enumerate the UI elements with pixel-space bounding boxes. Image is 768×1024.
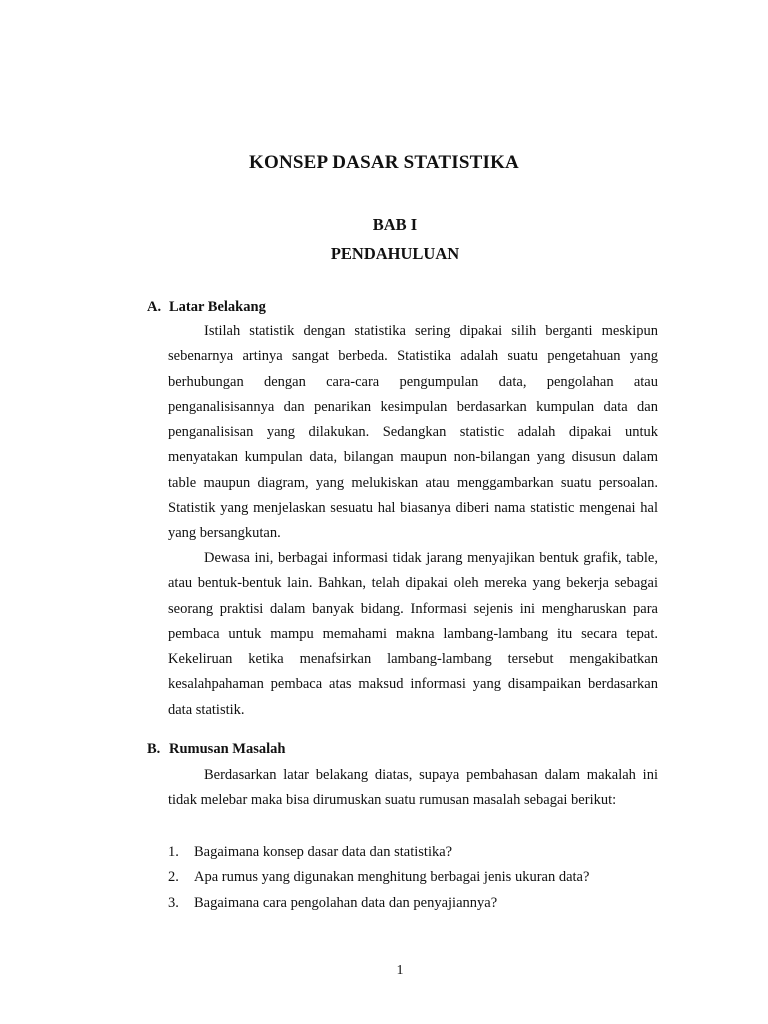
list-item — [168, 865, 658, 890]
chapter-title: PENDAHULUAN — [330, 244, 460, 263]
list-number: 1. — [168, 844, 179, 860]
section-heading-latar-belakang — [147, 299, 266, 316]
list-item — [168, 840, 658, 865]
list-text: Bagaimana cara pengolahan data dan penyajiannya? — [194, 894, 498, 911]
section-letter: B. — [147, 741, 161, 757]
page-number: 1 — [396, 963, 404, 978]
list-number: 2. — [168, 869, 179, 886]
paragraph: Berdasarkan latar belakang diatas, supaya pembahasan dalam makalah ini tidak melebar maka bisa dirumuskan suatu rumusan masalah sebagai berikut: — [168, 767, 658, 809]
paragraph: Dewasa ini, berbagai informasi tidak jarang menyajikan bentuk grafik, table, atau bentuk-bentuk lain. Bahkan, telah dipakai oleh mereka yang bekerja sebagai seorang praktisi dalam banyak bidang. Informasi sejenis ini mengharuskan para pembaca untuk mampu memahami makna lambang-lambang itu secara tepat. Kekeliruan ketika menafsirkan lambang-lambang tersebut mengakibatkan kesalahpahaman pembaca atas maksud informasi yang disampaikan berdasarkan data statistik. — [168, 550, 658, 718]
section-title: Latar Belakang — [169, 299, 266, 315]
list-item — [168, 891, 658, 916]
paragraph: Istilah statistik dengan statistika sering dipakai silih berganti meskipun sebenarnya artinya sangat berbeda. Statistika adalah suatu pengetahuan yang berhubungan dengan cara-cara pengumpulan data, pengolahan atau penganalisisannya dan penarikan kesimpulan berdasarkan kumpulan data dan penganalisisan yang dilakukan. Sedangkan statistic adalah dipakai untuk menyatakan kumpulan data, bilangan maupun non-bilangan yang disusun dalam table maupun diagram, yang melukiskan atau menggambarkan suatu persoalan. Statistik yang menjelaskan sesuatu hal biasanya diberi nama statistic mengenai hal yang bersangkutan. — [168, 323, 658, 542]
section-letter: A. — [147, 299, 162, 315]
list-text: Bagaimana konsep dasar data dan statistika? — [194, 844, 453, 860]
document-title: KONSEP DASAR STATISTIKA — [249, 152, 519, 173]
section-heading-rumusan-masalah — [147, 741, 285, 758]
section-title: Rumusan Masalah — [169, 741, 286, 757]
list-text: Apa rumus yang digunakan menghitung berbagai jenis ukuran data? — [194, 869, 590, 886]
list-number: 3. — [168, 894, 179, 911]
problem-list — [168, 840, 658, 916]
chapter-number: BAB I — [372, 215, 418, 234]
